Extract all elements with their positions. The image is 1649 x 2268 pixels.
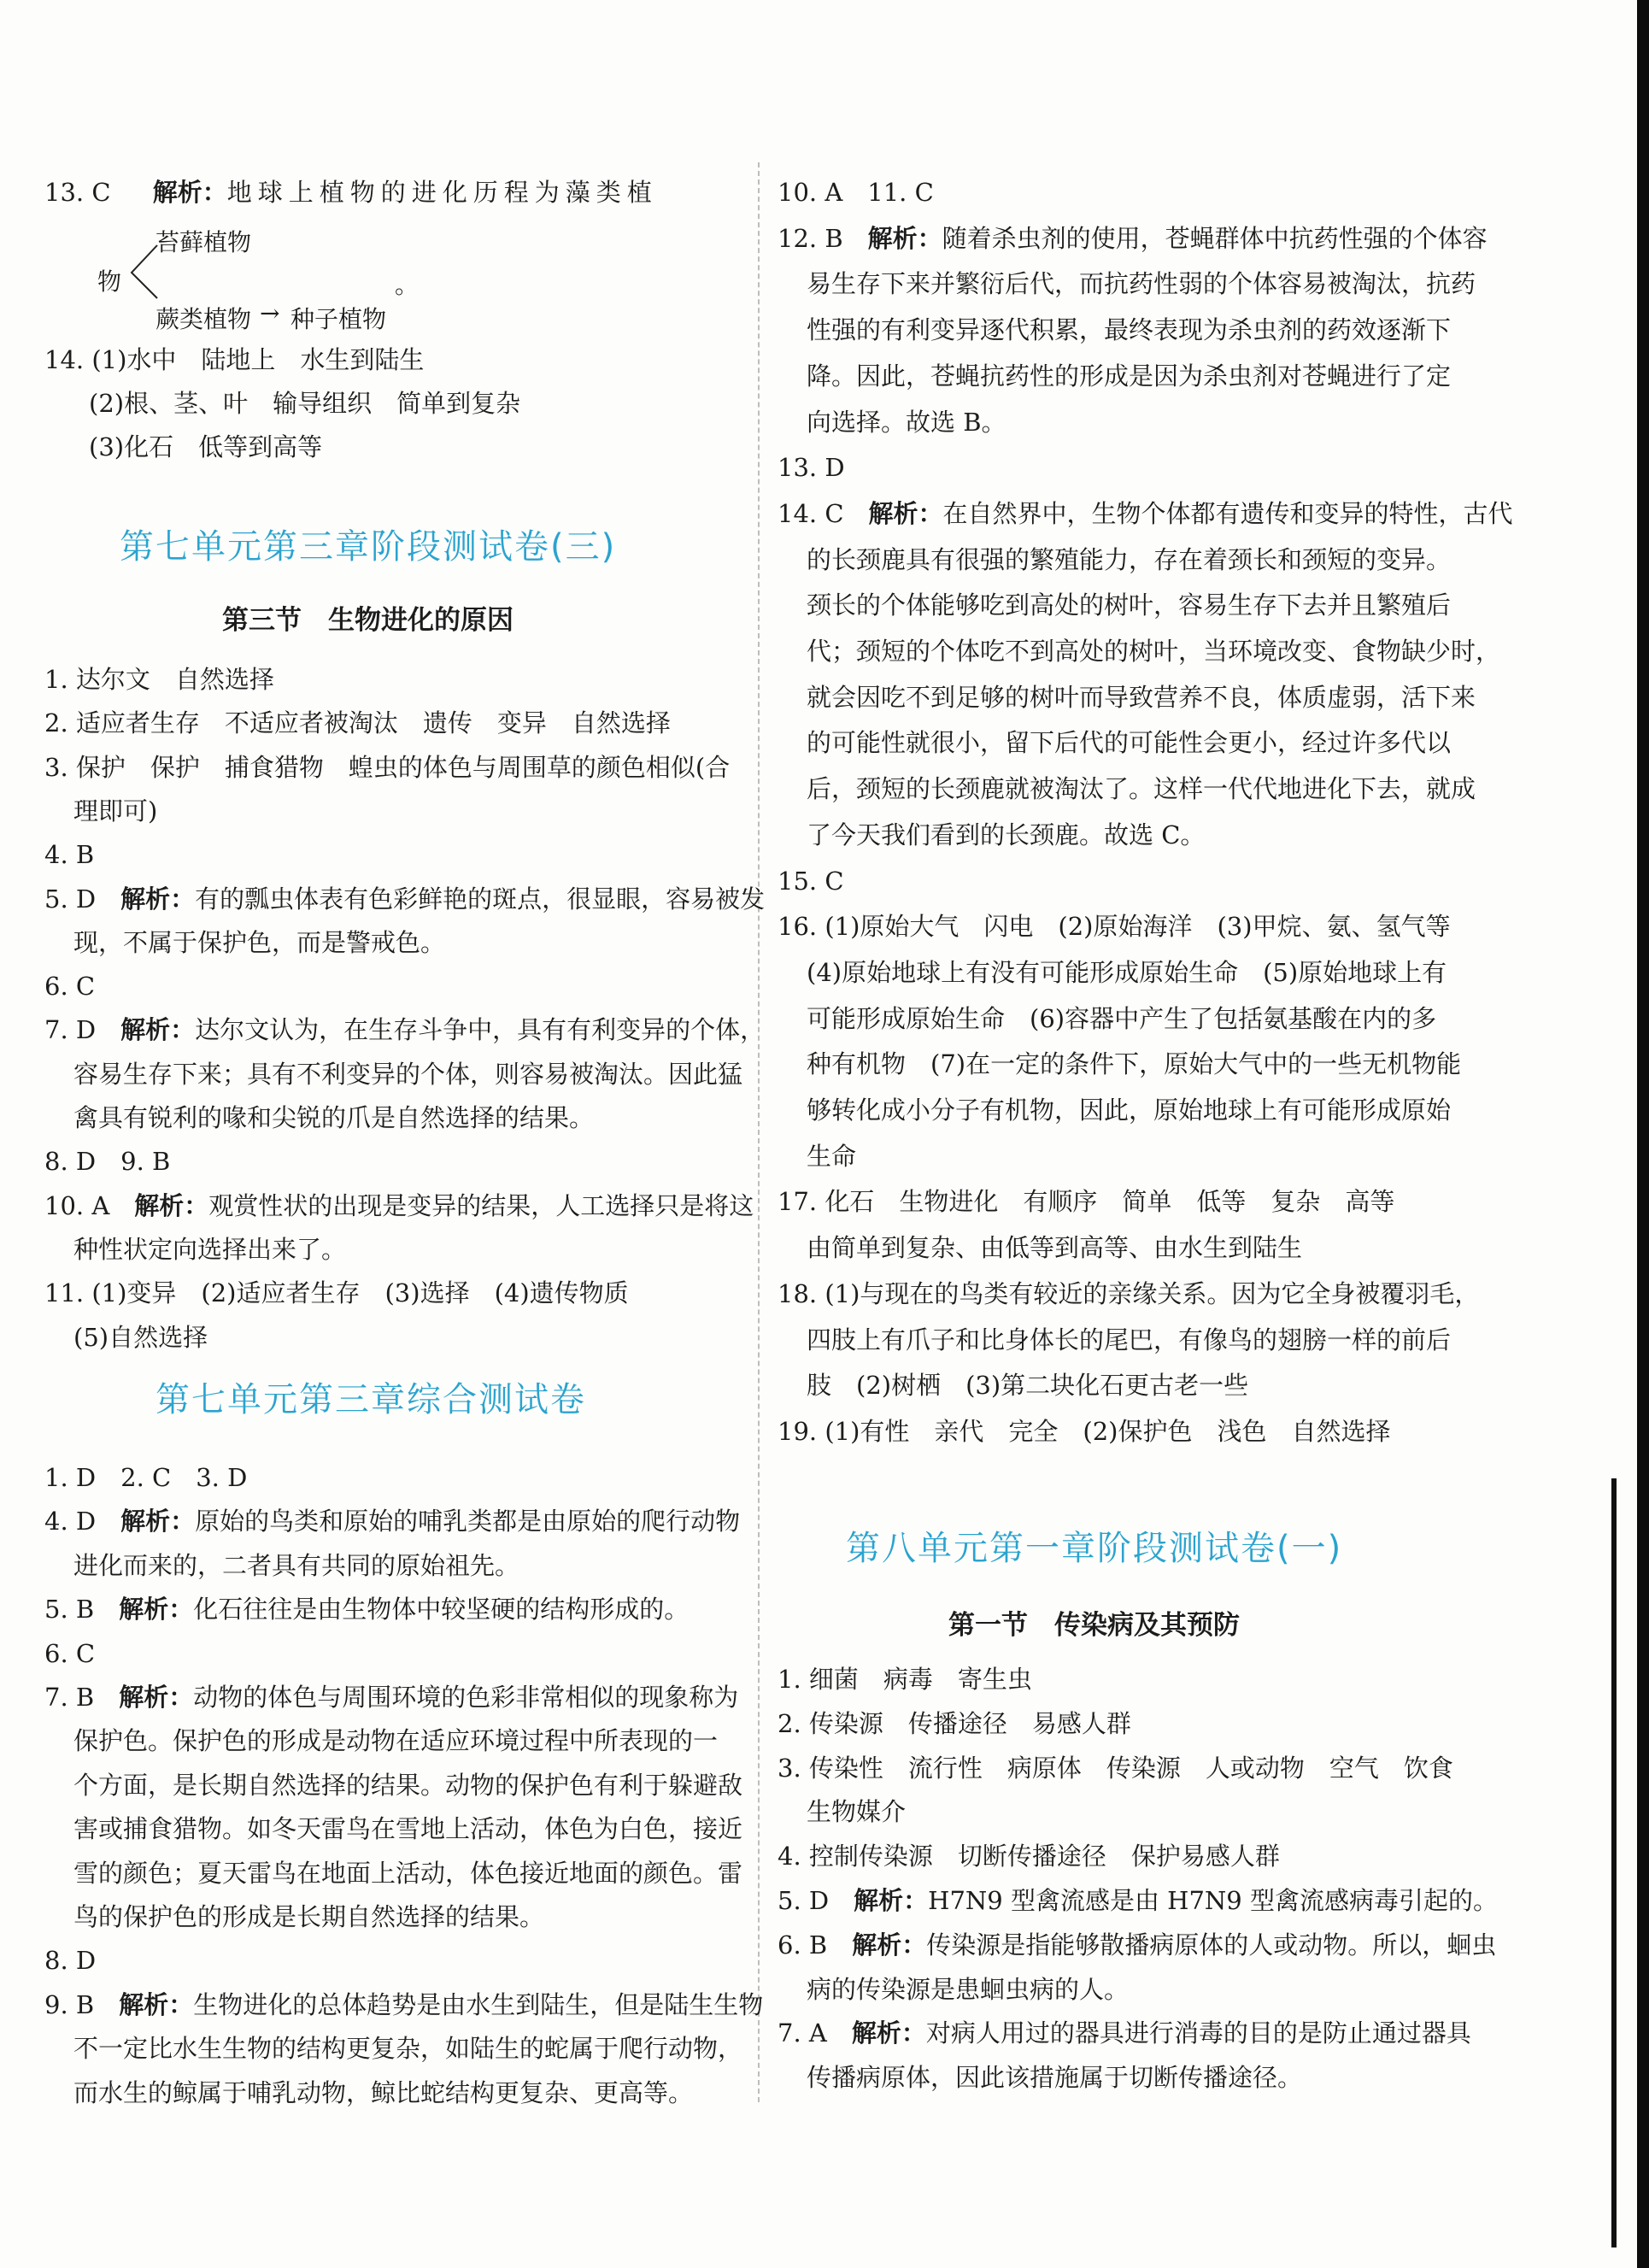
answer-line — [778, 1417, 1391, 1446]
answer-text: 四肢上有爪子和比身体长的尾巴，有像鸟的翅膀一样的前后 — [807, 1325, 1452, 1354]
answer-number: 12. B — [778, 223, 868, 253]
answer-line — [807, 820, 1205, 849]
answer-line — [73, 1902, 544, 1931]
answer-text: (5)自然选择 — [73, 1322, 208, 1352]
answer-text: 3. 传染性 流行性 病原体 传染源 人或动物 空气 饮食 — [778, 1753, 1453, 1783]
answer-number: 5. D — [44, 884, 121, 914]
answer-text: 进化而来的，二者具有共同的原始祖先。 — [73, 1550, 520, 1580]
answer-number: 7. B — [44, 1683, 120, 1712]
analysis-label: 解析： — [119, 1683, 194, 1712]
answer-line-with-analysis — [778, 1930, 1496, 1960]
answer-line-with-analysis — [778, 499, 1513, 528]
answer-text: (4)原始地球上有没有可能形成原始生命 (5)原始地球上有 — [807, 957, 1447, 987]
answer-text: 1. D 2. C 3. D — [44, 1463, 248, 1492]
analysis-label: 解析： — [854, 1886, 929, 1915]
answer-line-with-analysis — [778, 1886, 1498, 1915]
answer-line-with-analysis — [44, 1683, 738, 1712]
answer-number: 10. A — [44, 1190, 135, 1220]
answer-line — [807, 1142, 856, 1171]
answer-text: 3. 保护 保护 捕食猎物 蝗虫的体色与周围草的颜色相似(合 — [44, 752, 731, 782]
answer-line — [807, 1975, 1129, 2004]
answer-text: 易生存下来并繁衍后代，而抗药性弱的个体容易被淘汰，抗药 — [807, 269, 1476, 299]
answer-line-with-analysis — [44, 1507, 740, 1536]
answer-text: 13. D — [778, 453, 845, 483]
answer-line — [44, 1639, 95, 1668]
section-title: 第七单元第三章阶段测试卷(三) — [120, 527, 617, 567]
answer-line — [807, 408, 1006, 437]
answer-line — [73, 1235, 346, 1264]
answer-text: 8. D — [44, 1946, 97, 1976]
answer-text: 8. D 9. B — [44, 1147, 171, 1177]
section-title: 第八单元第一章阶段测试卷(一) — [846, 1529, 1343, 1568]
answer-line — [778, 1279, 1479, 1308]
answer-text: 种有机物 (7)在一定的条件下，原始大气中的一些无机物能 — [807, 1049, 1462, 1079]
answer-text: 19. (1)有性 亲代 完全 (2)保护色 浅色 自然选择 — [778, 1416, 1391, 1446]
answer-line — [807, 728, 1451, 757]
answer-text: 就会因吃不到足够的树叶而导致营养不良，体质虚弱，活下来 — [807, 682, 1476, 712]
answer-text: 2. 适应者生存 不适应者被淘汰 遗传 变异 自然选择 — [44, 708, 671, 738]
answer-line — [44, 753, 730, 782]
answer-number: 7. D — [44, 1015, 121, 1045]
answer-text: 鸟的保护色的形成是长期自然选择的结果。 — [73, 1902, 545, 1931]
answer-line — [807, 683, 1476, 712]
answer-text: 16. (1)原始大气 闪电 (2)原始海洋 (3)甲烷、氨、氢气等 — [778, 912, 1451, 942]
answer-number: 14. C — [778, 498, 869, 528]
answer-text: 容易生存下来；具有不利变异的个体，则容易被淘汰。因此猛 — [73, 1059, 743, 1089]
answer-number: 5. B — [44, 1595, 120, 1625]
answer-text: 在自然界中，生物个体都有遗传和变异的特性，古代 — [942, 498, 1513, 528]
analysis-label: 解析： — [867, 223, 942, 253]
answer-line — [778, 453, 845, 482]
answer-line — [807, 1004, 1436, 1033]
answer-line — [807, 774, 1476, 803]
answer-line — [73, 1726, 718, 1755]
answer-text: 后，颈短的长颈鹿就被淘汰了。这样一代代地进化下去，就成 — [807, 774, 1476, 804]
answer-line — [44, 1463, 247, 1492]
analysis-label: 解析： — [119, 1989, 194, 2019]
answer-line-with-analysis — [44, 1015, 765, 1044]
answer-text: 的长颈鹿具有很强的繁殖能力，存在着颈长和颈短的变异。 — [807, 544, 1452, 574]
answer-text: 理即可) — [73, 796, 158, 826]
answer-line — [73, 796, 157, 826]
answer-line — [807, 2063, 1302, 2092]
answer-line — [44, 1946, 96, 1975]
answer-line-with-analysis — [44, 884, 765, 914]
answer-text: 17. 化石 生物进化 有顺序 简单 低等 复杂 高等 — [778, 1187, 1395, 1217]
answer-line — [807, 361, 1451, 391]
answer-text: 4. 控制传染源 切断传播途径 保护易感人群 — [778, 1842, 1280, 1871]
analysis-label: 解析： — [134, 1190, 209, 1220]
answer-text: 保护色。保护色的形成是动物在适应环境过程中所表现的一 — [73, 1726, 719, 1756]
answer-text: 2. 传染源 传播途径 易感人群 — [778, 1708, 1131, 1738]
answer-line-with-analysis — [44, 1191, 754, 1220]
answer-line — [807, 315, 1451, 344]
answer-number: 5. D — [778, 1886, 854, 1915]
branch-icon — [126, 242, 161, 302]
answer-text: 动物的体色与周围环境的色彩非常相似的现象称为 — [193, 1683, 739, 1712]
answer-line — [807, 269, 1476, 298]
answer-line — [73, 1551, 519, 1580]
answer-text: 禽具有锐利的喙和尖锐的爪是自然选择的结果。 — [73, 1103, 595, 1132]
answer-line — [807, 591, 1451, 620]
answer-line-with-analysis — [44, 1990, 763, 2019]
answer-line — [778, 867, 844, 896]
page-edge-shadow — [1611, 1478, 1617, 2247]
answer-text: 生命 — [807, 1141, 857, 1171]
analysis-label: 解析： — [120, 1507, 196, 1536]
answer-line — [73, 2078, 693, 2107]
answer-number: 9. B — [44, 1989, 120, 2019]
answer-line — [778, 1709, 1131, 1738]
answer-text: 可能形成原始生命 (6)容器中产生了包括氨基酸在内的多 — [807, 1003, 1437, 1033]
answer-text: 的可能性就很小，留下后代的可能性会更小，经过许多代以 — [807, 728, 1452, 758]
answer-line — [73, 1060, 742, 1089]
answer-line — [44, 708, 671, 737]
answer-text: 够转化成小分子有机物，因此，原始地球上有可能形成原始 — [807, 1096, 1452, 1125]
answer-text: 生物进化的总体趋势是由水生到陆生，但是陆生生物 — [193, 1989, 764, 2019]
answer-text: 11. (1)变异 (2)适应者生存 (3)选择 (4)遗传物质 — [44, 1278, 629, 1308]
answer-text: 现，不属于保护色，而是警戒色。 — [73, 927, 446, 957]
answer-line — [807, 1233, 1302, 1262]
answer-text: 降。因此，苍蝇抗药性的形成是因为杀虫剂对苍蝇进行了定 — [807, 361, 1452, 391]
answer-text: 颈长的个体能够吃到高处的树叶，容易生存下去并且繁殖后 — [807, 591, 1452, 620]
section-subtitle: 第一节 传染病及其预防 — [948, 1610, 1240, 1641]
answer-text: 4. B — [44, 840, 95, 870]
analysis-label: 解析： — [119, 1595, 194, 1625]
answer-line — [807, 1371, 1248, 1400]
answer-text: 害或捕食猎物。如冬天雷鸟在雪地上活动，体色为白色，接近 — [73, 1814, 743, 1844]
answer-text: 病的传染源是患蛔虫病的人。 — [807, 1974, 1130, 2004]
answer-line — [44, 1147, 170, 1176]
answer-text: 个方面，是长期自然选择的结果。动物的保护色有利于躲避敌 — [73, 1770, 743, 1800]
answer-line — [807, 1325, 1451, 1354]
answer-text: 达尔文认为，在生存斗争中，具有有利变异的个体， — [195, 1015, 766, 1045]
answer-number: 7. A — [778, 2018, 852, 2048]
answer-line — [44, 1278, 629, 1307]
answer-line — [44, 665, 274, 694]
analysis-label: 解析： — [852, 1930, 927, 1960]
answer-line — [73, 1814, 742, 1843]
answer-text: 1. 细菌 病毒 寄生虫 — [778, 1665, 1032, 1694]
answer-text: 性强的有利变异逐代积累，最终表现为杀虫剂的药效逐渐下 — [807, 315, 1452, 345]
answer-text: 有的瓢虫体表有色彩鲜艳的斑点，很显眼，容易被发 — [195, 884, 766, 914]
answer-line — [73, 1771, 742, 1800]
answer-line — [44, 840, 94, 869]
answer-line — [73, 2034, 742, 2063]
answer-text: 1. 达尔文 自然选择 — [44, 665, 274, 694]
answer-line — [73, 928, 445, 957]
answer-text: 雪的颜色；夏天雷鸟在地面上活动，体色接近地面的颜色。雷 — [73, 1858, 743, 1888]
answer-text: 生物媒介 — [807, 1797, 907, 1827]
answer-text: 向选择。故选 B。 — [807, 407, 1006, 437]
answer-text: 6. C — [44, 972, 96, 1002]
answer-number: 6. B — [778, 1930, 853, 1960]
answer-text: 代；颈短的个体吃不到高处的树叶，当环境改变、食物缺少时， — [807, 637, 1501, 666]
q14-line-1: 14. (1)水中 陆地上 水生到陆生 — [44, 345, 425, 374]
section-title: 第七单元第三章综合测试卷 — [156, 1380, 586, 1419]
analysis-label: 解析： — [868, 498, 943, 528]
answer-line — [807, 1797, 906, 1826]
answer-line — [778, 1754, 1453, 1783]
answer-line — [73, 1323, 208, 1352]
answer-line — [807, 637, 1500, 666]
answer-text: 10. A 11. C — [778, 178, 934, 207]
answer-line — [778, 1665, 1032, 1694]
answer-text: 而水生的鲸属于哺乳动物，鲸比蛇结构更复杂、更高等。 — [73, 2077, 694, 2107]
column-divider — [758, 162, 760, 2102]
answer-line-with-analysis — [44, 1595, 689, 1624]
answer-line — [778, 1842, 1280, 1871]
answer-text: 对病人用过的器具进行消毒的目的是防止通过器具 — [925, 2018, 1471, 2048]
answer-text: 传播病原体，因此该措施属于切断传播途径。 — [807, 2063, 1303, 2093]
answer-line — [807, 1049, 1461, 1078]
section-subtitle: 第三节 生物进化的原因 — [222, 605, 513, 636]
answer-text: 6. C — [44, 1638, 96, 1668]
answer-text: 由简单到复杂、由低等到高等、由水生到陆生 — [807, 1233, 1303, 1263]
answer-text: 化石往往是由生物体中较坚硬的结构形成的。 — [193, 1595, 690, 1625]
answer-text: 肢 (2)树栖 (3)第二块化石更古老一些 — [807, 1371, 1249, 1401]
answer-line-with-analysis — [778, 224, 1488, 253]
answer-text: 了今天我们看到的长颈鹿。故选 C。 — [807, 820, 1206, 849]
answer-text: 种性状定向选择出来了。 — [73, 1234, 347, 1264]
analysis-label: 解析： — [851, 2018, 926, 2048]
answer-line — [807, 958, 1447, 987]
q14-line-3: (3)化石 低等到高等 — [89, 432, 323, 461]
q13-line: 13. C 解析：地球上植物的进化历程为藻类植 — [44, 178, 658, 207]
answer-line — [73, 1859, 742, 1888]
page-edge — [1637, 0, 1649, 2268]
answer-line — [73, 1103, 594, 1132]
answer-text: 15. C — [778, 866, 844, 896]
answer-line — [778, 178, 934, 207]
analysis-label: 解析： — [120, 884, 196, 914]
answer-line — [807, 545, 1451, 574]
answer-text: 原始的鸟类和原始的哺乳类都是由原始的爬行动物 — [195, 1507, 741, 1536]
answer-line — [778, 912, 1451, 941]
answer-text: 随着杀虫剂的使用，苍蝇群体中抗药性强的个体容 — [942, 223, 1488, 253]
answer-line — [44, 972, 95, 1001]
q14-line-2: (2)根、茎、叶 输导组织 简单到复杂 — [89, 389, 521, 418]
answer-text: 观赏性状的出现是变异的结果，人工选择只是将这 — [208, 1190, 754, 1220]
answer-text: H7N9 型禽流感是由 H7N9 型禽流感病毒引起的。 — [928, 1886, 1498, 1915]
answer-line — [778, 1187, 1394, 1216]
answer-line — [807, 1096, 1451, 1125]
answer-text: 不一定比水生生物的结构更复杂，如陆生的蛇属于爬行动物， — [73, 2034, 743, 2064]
answer-text: 18. (1)与现在的鸟类有较近的亲缘关系。因为它全身被覆羽毛， — [778, 1278, 1480, 1308]
analysis-label: 解析： — [120, 1015, 196, 1045]
answer-number: 4. D — [44, 1507, 121, 1536]
answer-text: 传染源是指能够散播病原体的人或动物。所以，蛔虫 — [926, 1930, 1497, 1960]
answer-line-with-analysis — [778, 2018, 1471, 2048]
